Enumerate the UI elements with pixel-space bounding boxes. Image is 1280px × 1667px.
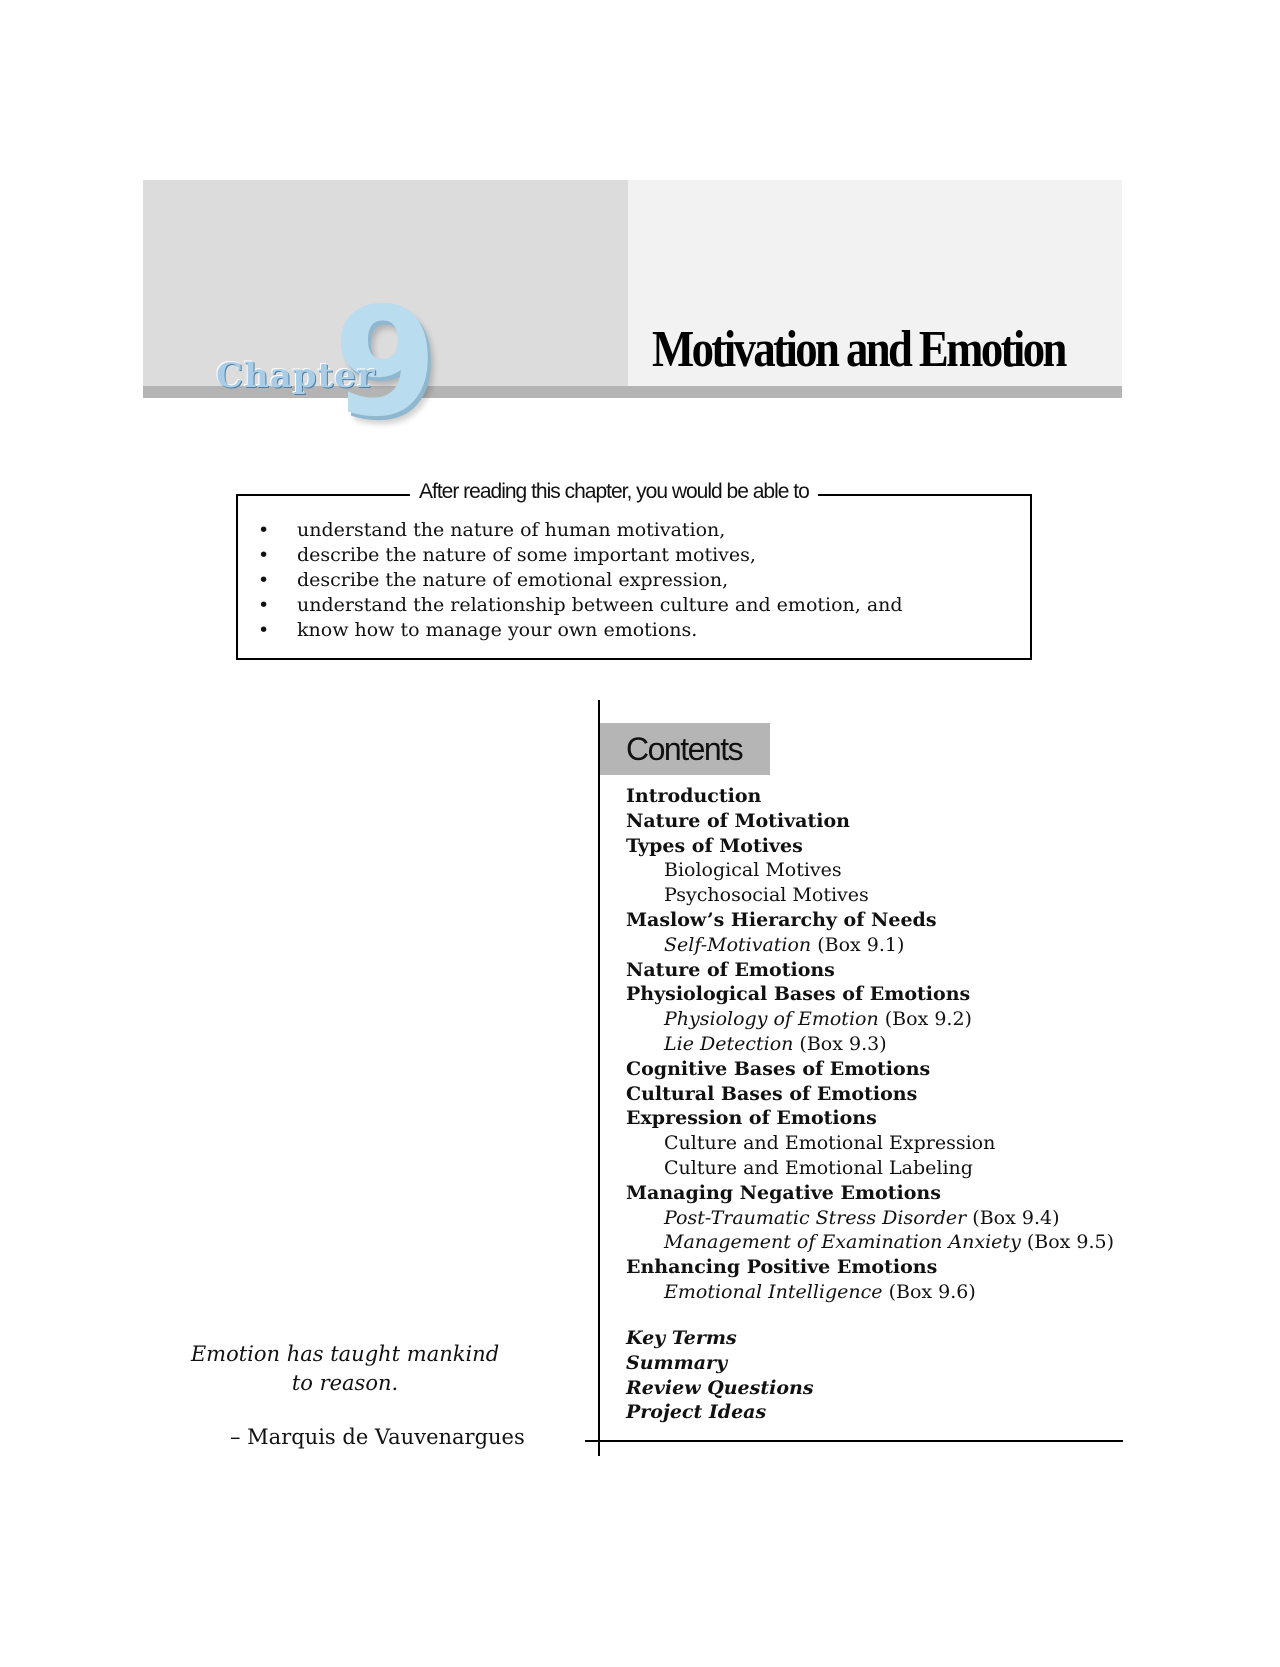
bullet-icon: • [258, 519, 270, 541]
chapter-title: Motivation and Emotion [652, 321, 1065, 378]
bullet-icon: • [258, 594, 270, 616]
toc-entry[interactable]: Nature of Emotions [626, 958, 835, 981]
toc-subentry[interactable]: Biological Motives [664, 859, 842, 882]
toc-key-terms[interactable]: Key Terms [626, 1327, 737, 1349]
toc-project-ideas[interactable]: Project Ideas [626, 1401, 767, 1424]
toc-box-entry[interactable]: Self-Motivation (Box 9.1) [664, 933, 905, 956]
objective-item: • understand the nature of human motivation, [258, 519, 726, 541]
bullet-icon: • [258, 569, 270, 591]
objectives-heading: After reading this chapter, you would be able to [410, 480, 818, 504]
toc-box-entry[interactable]: Emotional Intelligence (Box 9.6) [664, 1280, 976, 1303]
toc-entry[interactable]: Types of Motives [626, 834, 803, 857]
toc-box-entry[interactable]: Physiology of Emotion (Box 9.2) [664, 1008, 972, 1031]
toc-summary[interactable]: Summary [626, 1351, 728, 1374]
chapter-label: Chapter [216, 356, 376, 396]
objective-item: • know how to manage your own emotions. [258, 619, 698, 641]
epigraph-quote [150, 1340, 540, 1398]
contents-heading: Contents [600, 723, 770, 775]
toc-entry[interactable]: Physiological Bases of Emotions [626, 983, 971, 1006]
toc-box-entry[interactable]: Management of Examination Anxiety (Box 9.5) [664, 1231, 1115, 1254]
contents-end-list [626, 1326, 814, 1425]
quote-line-2: to reason. [291, 1371, 399, 1395]
objectives-list [258, 518, 903, 643]
bullet-icon: • [258, 619, 270, 641]
toc-entry[interactable]: Maslow’s Hierarchy of Needs [626, 908, 937, 931]
toc-box-entry[interactable]: Post-Traumatic Stress Disorder (Box 9.4) [664, 1206, 1060, 1229]
toc-entry[interactable]: Cognitive Bases of Emotions [626, 1057, 931, 1080]
toc-entry[interactable]: Managing Negative Emotions [626, 1181, 941, 1204]
toc-subentry[interactable]: Culture and Emotional Expression [664, 1132, 996, 1155]
quote-author: – Marquis de Vauvenargues [230, 1425, 525, 1449]
quote-line-1: Emotion has taught mankind [190, 1342, 500, 1366]
contents-list [626, 784, 1114, 1305]
toc-subentry[interactable]: Culture and Emotional Labeling [664, 1156, 973, 1179]
toc-entry[interactable]: Introduction [626, 785, 762, 807]
toc-entry[interactable]: Cultural Bases of Emotions [626, 1082, 918, 1105]
toc-entry[interactable]: Nature of Motivation [626, 809, 850, 832]
toc-review-questions[interactable]: Review Questions [626, 1376, 814, 1399]
toc-entry[interactable]: Expression of Emotions [626, 1107, 877, 1130]
contents-divider-vertical [598, 700, 600, 1456]
objective-item: • understand the relationship between culture and emotion, and [258, 594, 903, 616]
chapter-number: 9 [333, 276, 438, 450]
toc-subentry[interactable]: Psychosocial Motives [664, 884, 869, 907]
bullet-icon: • [258, 544, 270, 566]
toc-box-entry[interactable]: Lie Detection (Box 9.3) [664, 1032, 887, 1055]
objective-item: • describe the nature of emotional expression, [258, 569, 729, 591]
toc-entry[interactable]: Enhancing Positive Emotions [626, 1256, 938, 1279]
objective-item: • describe the nature of some important motives, [258, 544, 756, 566]
contents-divider-horizontal [585, 1440, 1123, 1442]
